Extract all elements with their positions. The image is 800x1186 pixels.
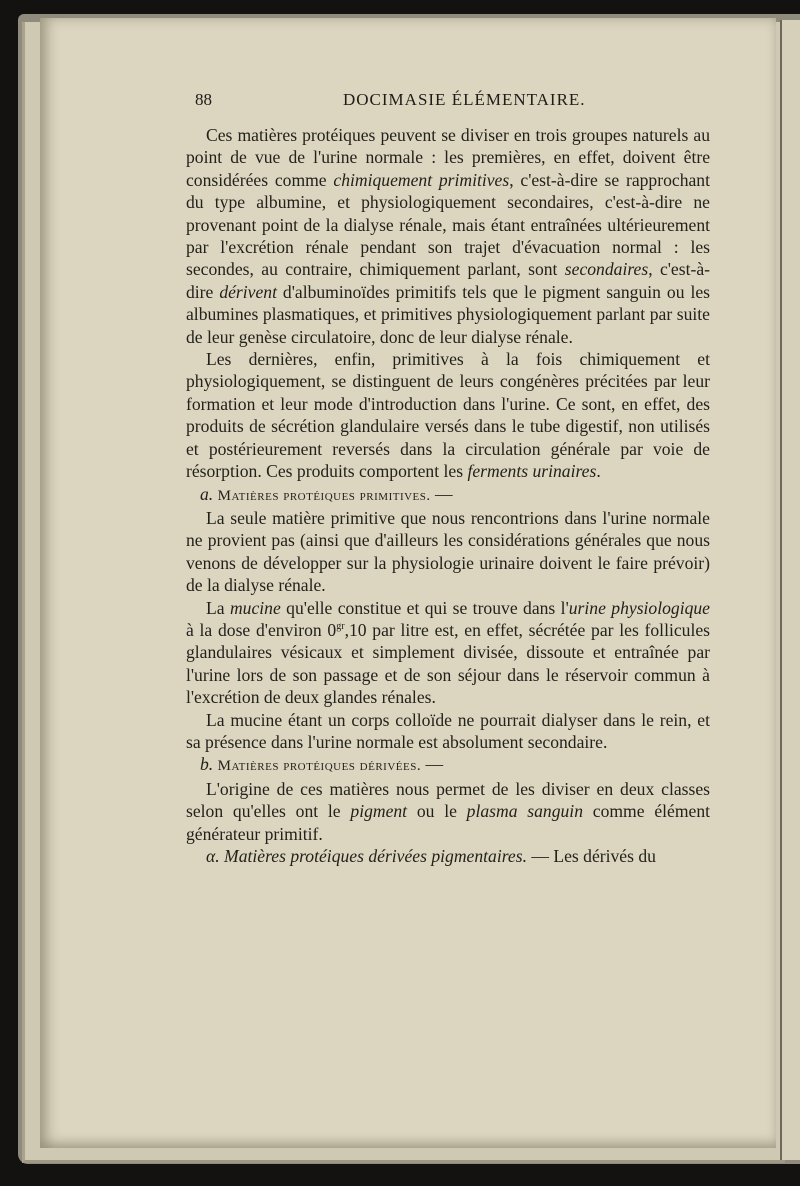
italic-run: pigment: [350, 801, 408, 822]
text-run: Les dernières, enfin, primitives à la fois chimiquement et physiologiquement, se distinguent de leurs congénères précitées par leur formation et leur mode d'introduction dans l'urine. Ce sont, en effet, des produits de sécrétion glandulaire versés dans le tube digestif, non utilisés et postérieurement reversés dans la circulation générale par voie de résorption. Ces produits comportent les: [186, 349, 710, 482]
text-run: ,10 par litre est, en effet, sécrétée par les follicules glandulaires vésicaux et simplement divisée, dissoute et entraînée par l'urine lors de son passage et de son séjour dans le réservoir commun à l'excrétion de deux glandes rénales.: [186, 619, 710, 708]
text-run: L'origine de ces matières nous permet de les diviser en deux classes selon qu'elles ont le: [186, 778, 710, 822]
text-run: ou le: [407, 801, 467, 822]
text-run: , c'est-à-dire: [186, 259, 710, 302]
running-header: [195, 90, 715, 114]
text-run: La: [206, 597, 230, 618]
paragraph-3: [186, 507, 710, 597]
section-heading-b: [186, 753, 710, 777]
text-run: —: [430, 483, 453, 504]
italic-run: chimiquement primitives: [333, 169, 510, 190]
section-title: Matières protéiques dérivées.: [217, 758, 422, 775]
text-run: La seule matière primitive que nous rencontrions dans l'urine normale ne provient pas (ainsi que d'ailleurs les considérations générales que nous venons de développer sur la physiologie urinaire doivent le faire prévoir) de la dialyse rénale.: [186, 507, 710, 596]
section-letter: a.: [200, 483, 214, 504]
text-run: , c'est-à-dire se rapprochant du type albumine, et physiologiquement secondaires, c'est-à-dire ne provenant point de la dialyse rénale, mais étant entraînées ultérieurement par l'excrétion rénale pendant son trajet d'évacuation normal : les secondes, au contraire, chimiquement parlant, sont: [186, 169, 710, 280]
paragraph-1: [186, 124, 710, 348]
page-body: [186, 124, 710, 867]
facing-page-edge: [780, 20, 800, 1160]
text-run: à la dose d'environ 0: [186, 619, 337, 640]
italic-run: plasma sanguin: [466, 801, 583, 822]
text-run: La mucine étant un corps colloïde ne pourrait dialyser dans le rein, et sa présence dans l'urine normale est absolument secondaire.: [186, 709, 710, 752]
text-run: .: [596, 461, 601, 482]
paragraph-7: [186, 845, 710, 867]
italic-run: α. Matières protéiques dérivées pigmentaires.: [206, 846, 527, 866]
italic-run: secondaires: [564, 259, 649, 280]
text-run: d'albuminoïdes primitifs tels que le pigment sanguin ou les albumines plasmatiques, et primitives physiologiquement parlant par suite de leur genèse circulatoire, donc de leur dialyse rénale.: [186, 281, 710, 347]
section-title: Matières protéiques primitives.: [217, 487, 431, 504]
italic-run: ferments urinaires: [467, 461, 597, 482]
text-run: —: [421, 754, 444, 775]
text-run: Ces matières protéiques peuvent se diviser en trois groupes naturels au point de vue de l'urine normale : les premières, en effet, doivent être considérées comme: [186, 125, 710, 190]
text-run: comme élément générateur primitif.: [186, 801, 710, 844]
paragraph-2: [186, 348, 710, 482]
page-number: 88: [195, 90, 212, 109]
italic-run: mucine: [229, 597, 281, 618]
section-heading-a: [186, 483, 710, 507]
running-title: DOCIMASIE ÉLÉMENTAIRE.: [343, 90, 586, 109]
text-run: — Les dérivés du: [526, 846, 656, 866]
section-letter: b.: [200, 754, 214, 775]
text-run: qu'elle constitue et qui se trouve dans l': [280, 597, 569, 618]
paragraph-6: [186, 778, 710, 845]
paragraph-4: [186, 597, 710, 709]
superscript: gr: [336, 621, 345, 633]
paragraph-5: [186, 709, 710, 754]
italic-run: urine physiologique: [568, 597, 710, 618]
italic-run: dérivent: [219, 281, 277, 302]
